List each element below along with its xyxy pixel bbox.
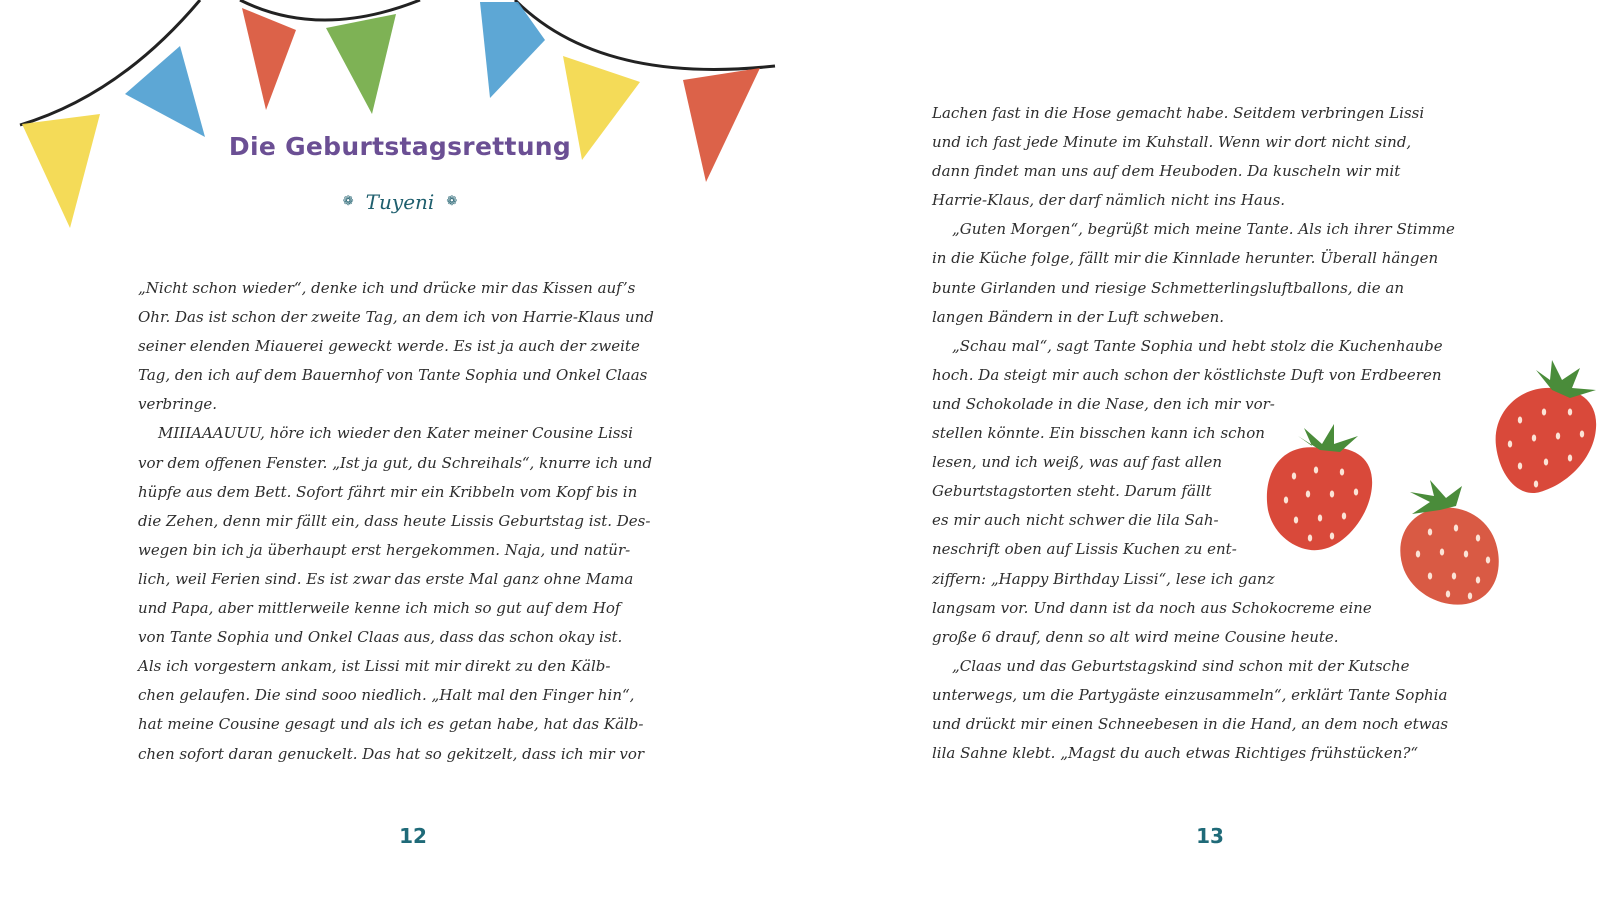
flag-red-1 xyxy=(242,8,296,110)
text-line: hoch. Da steigt mir auch schon der köstlichste Duft von Erdbeeren xyxy=(932,365,1442,384)
text-line: verbringe. xyxy=(138,395,217,414)
text-line: Lachen fast in die Hose gemacht habe. Seitdem verbringen Lissi xyxy=(932,104,1425,122)
text-line: lila Sahne klebt. „Magst du auch etwas Richtiges frühstücken?“ xyxy=(932,744,1419,763)
text-line: „Guten Morgen“, begrüßt mich meine Tante. Als ich ihrer Stimme xyxy=(952,220,1455,239)
text-line: „Schau mal“, sagt Tante Sophia und hebt stolz die Kuchenhaube xyxy=(952,336,1443,355)
text-line: „Nicht schon wieder“, denke ich und drücke mir das Kissen auf’s xyxy=(138,279,636,297)
strawberry-icon xyxy=(1390,480,1505,610)
text-line: und ich fast jede Minute im Kuhstall. Wenn wir dort nicht sind, xyxy=(932,133,1412,152)
flag-green-1 xyxy=(326,14,396,114)
text-line: Geburtstagstorten steht. Darum fällt xyxy=(932,482,1212,501)
text-line: Tag, den ich auf dem Bauernhof von Tante Sophia und Onkel Claas xyxy=(138,366,648,385)
right-page xyxy=(790,0,1600,919)
text-line: vor dem offenen Fenster. „Ist ja gut, du Schreihals“, knurre ich und xyxy=(138,453,653,472)
text-line: Harrie-Klaus, der darf nämlich nicht ins Haus. xyxy=(932,191,1286,210)
text-line: Als ich vorgestern ankam, ist Lissi mit mir direkt zu den Kälb- xyxy=(138,657,611,676)
author-name: Tuyeni xyxy=(365,190,435,214)
text-line: langsam vor. Und dann ist da noch aus Schokocreme eine xyxy=(932,598,1372,617)
text-line: unterwegs, um die Partygäste einzusammeln“, erklärt Tante Sophia xyxy=(932,685,1448,704)
text-line: Ohr. Das ist schon der zweite Tag, an dem ich von Harrie-Klaus und xyxy=(138,308,654,327)
left-page-text xyxy=(138,274,678,769)
text-line: hat meine Cousine gesagt und als ich es getan habe, hat das Kälb- xyxy=(138,715,644,734)
text-line: bunte Girlanden und riesige Schmetterlingsluftballons, die an xyxy=(932,278,1404,297)
garland-string-right xyxy=(515,0,775,69)
text-line: ziffern: „Happy Birthday Lissi“, lese ich ganz xyxy=(932,569,1275,588)
text-line: langen Bändern in der Luft schweben. xyxy=(932,307,1225,326)
text-line: MIIIAAAUUU, höre ich wieder den Kater meiner Cousine Lissi xyxy=(158,424,633,443)
text-line: lesen, und ich weiß, was auf fast allen xyxy=(932,453,1223,472)
flag-red-2 xyxy=(683,68,760,182)
author-line xyxy=(110,190,690,214)
strawberry-icon xyxy=(1490,360,1600,505)
text-line: und Schokolade in die Nase, den ich mir vor- xyxy=(932,394,1275,413)
text-line: lich, weil Ferien sind. Es ist zwar das erste Mal ganz ohne Mama xyxy=(138,569,634,588)
chapter-title: Die Geburtstagsrettung xyxy=(228,132,572,161)
text-line: „Claas und das Geburtstagskind sind schon mit der Kutsche xyxy=(952,656,1410,675)
text-line: dann findet man uns auf dem Heuboden. Da kuscheln wir mit xyxy=(932,162,1401,181)
flag-blue-1 xyxy=(125,46,205,137)
strawberry-icon xyxy=(1260,420,1380,555)
text-line: große 6 drauf, denn so alt wird meine Cousine heute. xyxy=(932,627,1339,646)
page-number-left: 12 xyxy=(399,824,427,848)
text-line: von Tante Sophia und Onkel Claas aus, dass das schon okay ist. xyxy=(138,628,623,647)
page-number-right: 13 xyxy=(1196,824,1224,848)
text-line: und Papa, aber mittlerweile kenne ich mich so gut auf dem Hof xyxy=(138,599,621,618)
sprout-ornament-icon: ❁ xyxy=(342,194,354,209)
text-line: in die Küche folge, fällt mir die Kinnlade herunter. Überall hängen xyxy=(932,249,1439,268)
text-line: seiner elenden Miauerei geweckt werde. Es ist ja auch der zweite xyxy=(138,337,640,356)
sprout-ornament-icon: ❁ xyxy=(446,194,458,209)
left-page xyxy=(0,0,790,919)
text-line: und drückt mir einen Schneebesen in die Hand, an dem noch etwas xyxy=(932,714,1449,733)
flag-yellow-1 xyxy=(22,114,100,228)
text-line: neschrift oben auf Lissis Kuchen zu ent- xyxy=(932,540,1237,559)
text-line: es mir auch nicht schwer die lila Sah- xyxy=(932,511,1219,530)
text-line: die Zehen, denn mir fällt ein, dass heute Lissis Geburtstag ist. Des- xyxy=(138,511,651,530)
text-line: chen gelaufen. Die sind sooo niedlich. „Halt mal den Finger hin“, xyxy=(138,686,635,705)
text-line: hüpfe aus dem Bett. Sofort fährt mir ein Kribbeln vom Kopf bis in xyxy=(138,482,638,501)
text-line: chen sofort daran genuckelt. Das hat so gekitzelt, dass ich mir vor xyxy=(138,744,645,763)
text-line: stellen könnte. Ein bisschen kann ich schon xyxy=(932,424,1265,443)
text-line: wegen bin ich ja überhaupt erst hergekommen. Naja, und natür- xyxy=(138,540,631,559)
right-page-text xyxy=(932,99,1492,768)
